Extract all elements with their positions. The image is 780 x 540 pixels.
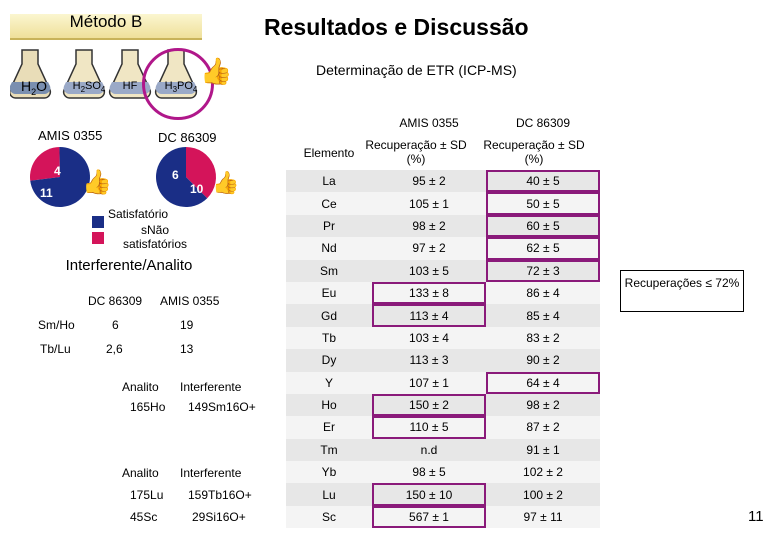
recovery-callout: Recuperações ≤ 72% [620, 270, 744, 312]
thumbs-up-icon: 👍 [212, 170, 240, 195]
amis-cell: 567 ± 1 [372, 506, 486, 528]
pie-left-label: AMIS 0355 [38, 128, 103, 143]
interferent-row-label: Tb/Lu [40, 342, 71, 356]
element-cell: Sc [321, 510, 336, 525]
table-group2: DC 86309 [515, 116, 571, 130]
table-row [286, 483, 600, 505]
pie-right-nao-value: 6 [172, 168, 179, 182]
pie-charts [30, 145, 240, 215]
method-title: Método B [69, 12, 143, 31]
amis-cell: 103 ± 5 [409, 263, 449, 278]
table-row [286, 349, 600, 371]
dc-cell: 87 ± 2 [526, 420, 560, 435]
dc-cell: 50 ± 5 [486, 192, 600, 214]
element-cell: Tm [320, 442, 338, 457]
pair2-analito-2: 45Sc [130, 510, 158, 524]
element-cell: Er [323, 420, 335, 435]
pair1-analito-header: Analito [122, 380, 159, 394]
amis-cell: 110 ± 5 [372, 416, 486, 438]
amis-cell: n.d [420, 442, 438, 457]
dc-cell: 100 ± 2 [523, 487, 563, 502]
pair1-analito: 165Ho [130, 400, 166, 414]
table-row [286, 237, 600, 259]
pie-right-sat-value: 10 [190, 182, 204, 196]
pair2-interferente-2: 29Si16O+ [192, 510, 246, 524]
table-row [286, 282, 600, 304]
amis-cell: 150 ± 2 [372, 394, 486, 416]
interferent-row-value: 13 [180, 342, 194, 356]
dc-cell: 60 ± 5 [486, 215, 600, 237]
dc-cell: 97 ± 11 [523, 510, 563, 525]
legend-sat-label: Satisfatório [108, 207, 169, 221]
element-cell: La [322, 174, 336, 189]
element-cell: Ho [321, 398, 337, 413]
amis-cell: 113 ± 3 [409, 353, 449, 368]
element-cell: Ce [321, 196, 337, 211]
slide-title: Resultados e Discussão [264, 14, 529, 40]
pair2-interferente-header: Interferente [180, 466, 242, 480]
pair2-analito-header: Analito [122, 466, 159, 480]
table-group1: AMIS 0355 [399, 116, 459, 130]
amis-cell: 103 ± 4 [409, 330, 449, 345]
dc-cell: 40 ± 5 [486, 170, 600, 192]
interferent-row-label: Sm/Ho [38, 318, 75, 332]
results-table-body [286, 170, 600, 528]
thumbs-up-icon: 👍 [82, 169, 112, 196]
amis-cell: 105 ± 1 [409, 196, 449, 211]
dc-cell: 62 ± 5 [486, 237, 600, 259]
table-row [286, 260, 600, 282]
dc-cell: 98 ± 2 [526, 398, 560, 413]
amis-cell: 95 ± 2 [412, 174, 446, 189]
table-row [286, 327, 600, 349]
interferent-row-value: 6 [112, 318, 119, 332]
dc-cell: 91 ± 1 [526, 442, 560, 457]
table-col1: Recuperação ± SD (%) [365, 138, 467, 166]
table-col0: Elemento [303, 146, 355, 160]
flask-label-h2o: $H_2O$ [20, 78, 48, 97]
pie-left-sat-value: 11 [40, 186, 53, 200]
pair2-analito: 175Lu [130, 488, 164, 502]
table-row [286, 192, 600, 214]
element-cell: Pr [323, 218, 335, 233]
pair1-interferente-header: Interferente [180, 380, 242, 394]
interferent-col2: AMIS 0355 [160, 294, 220, 308]
dc-cell: 102 ± 2 [523, 465, 563, 480]
element-cell: Eu [321, 286, 337, 301]
dc-cell: 64 ± 4 [486, 372, 600, 394]
legend-nao-label: sNão satisfatórios [122, 223, 188, 251]
element-cell: Tb [321, 330, 336, 345]
amis-cell: 113 ± 4 [372, 304, 486, 326]
table-row [286, 461, 600, 483]
flask-label-h3po4: $H_3PO_4$ [164, 80, 198, 95]
interferent-col1: DC 86309 [88, 294, 143, 308]
element-cell: Dy [321, 353, 337, 368]
pair1-interferente: 149Sm16O+ [188, 400, 256, 414]
pair2-interferente: 159Tb16O+ [188, 488, 252, 502]
slide-subtitle: Determinação de ETR (ICP-MS) [316, 62, 517, 78]
amis-cell: 150 ± 10 [372, 483, 486, 505]
interferent-title: Interferente/Analito [65, 257, 193, 274]
legend-swatch-nao [92, 232, 104, 244]
table-row [286, 372, 600, 394]
table-row [286, 215, 600, 237]
dc-cell: 86 ± 4 [526, 286, 560, 301]
table-row [286, 394, 600, 416]
pie-right [156, 147, 216, 207]
table-row [286, 416, 600, 438]
interferent-row-value: 19 [180, 318, 194, 332]
legend-swatch-sat [92, 216, 104, 228]
dc-cell: 83 ± 2 [526, 330, 560, 345]
amis-cell: 97 ± 2 [412, 241, 446, 256]
table-row [286, 439, 600, 461]
amis-cell: 133 ± 8 [372, 282, 486, 304]
dc-cell: 72 ± 3 [486, 260, 600, 282]
amis-cell: 98 ± 5 [412, 465, 446, 480]
flask-label-hf: HF [122, 80, 138, 92]
element-cell: Nd [321, 241, 337, 256]
dc-cell: 90 ± 2 [526, 353, 560, 368]
thumbs-up-icon: 👍 [200, 56, 233, 86]
results-table [286, 170, 600, 528]
table-row [286, 304, 600, 326]
element-cell: Sm [320, 263, 338, 278]
amis-cell: 98 ± 2 [412, 218, 446, 233]
element-cell: Lu [322, 487, 336, 502]
dc-cell: 85 ± 4 [526, 308, 560, 323]
amis-cell: 107 ± 1 [409, 375, 449, 390]
page-number: 11 [748, 508, 764, 525]
interferent-row-value: 2,6 [106, 342, 123, 356]
element-cell: Y [324, 375, 333, 390]
pie-right-label: DC 86309 [158, 130, 217, 145]
table-row [286, 170, 600, 192]
pie-left-nao-value: 4 [54, 164, 61, 178]
element-cell: Gd [320, 308, 337, 323]
element-cell: Yb [321, 465, 337, 480]
table-col2: Recuperação ± SD (%) [483, 138, 585, 166]
flask-label-h2so4: $H_2SO_4$ [72, 80, 106, 95]
table-row [286, 506, 600, 528]
